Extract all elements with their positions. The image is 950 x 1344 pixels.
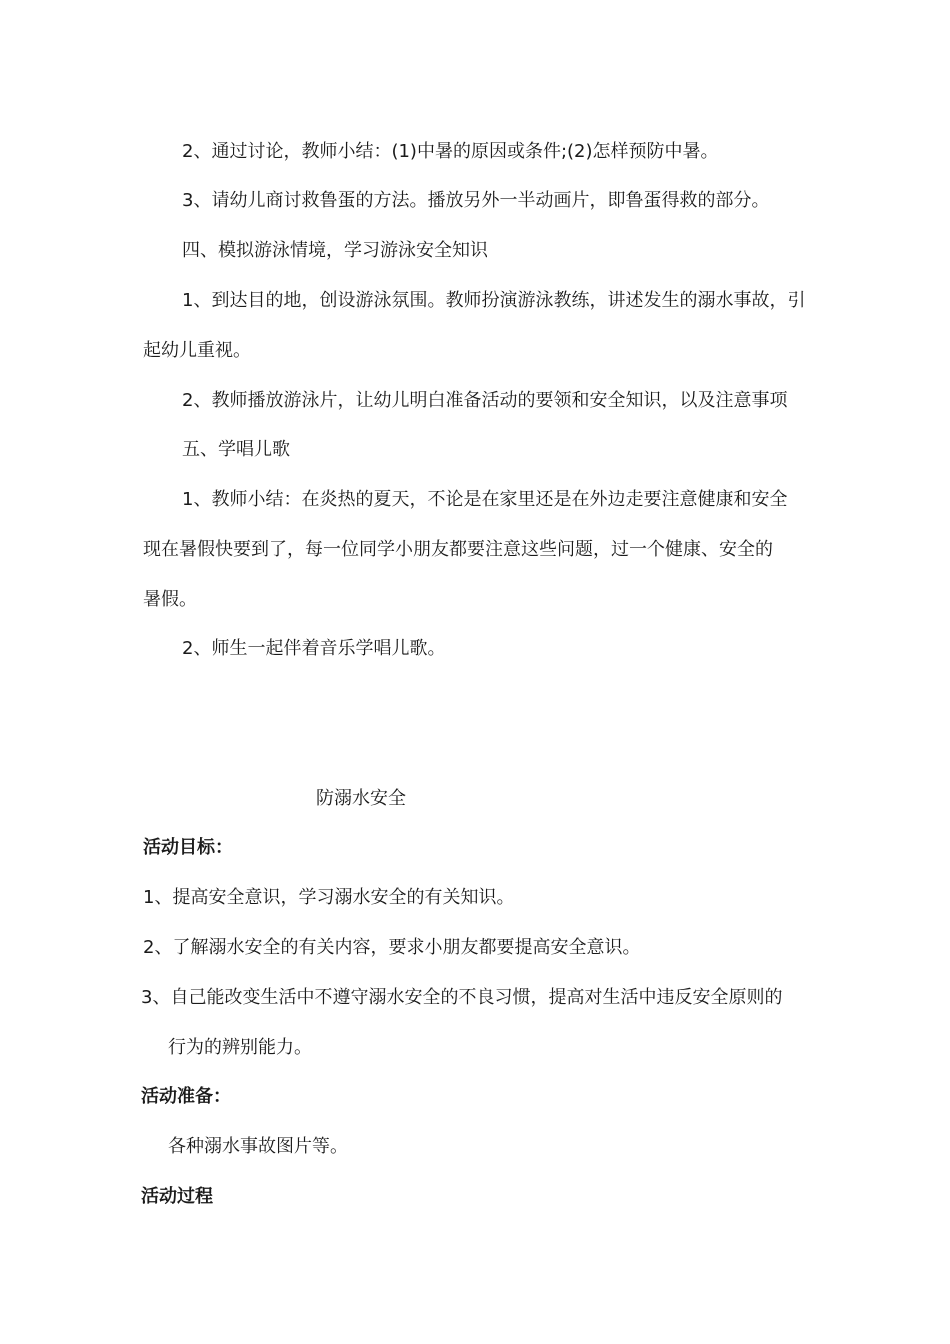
goal-item-2: 2、了解溺水安全的有关内容，要求小朋友都要提高安全意识。	[143, 937, 641, 958]
paragraph-swim-video: 2、教师播放游泳片，让幼儿明白准备活动的要领和安全知识，以及注意事项	[182, 390, 788, 411]
paragraph-swim-scene-line1: 1、到达目的地，创设游泳氛围。教师扮演游泳教练，讲述发生的溺水事故，引	[182, 290, 806, 311]
heading-activity-process: 活动过程	[141, 1186, 213, 1207]
goal-item-1: 1、提高安全意识，学习溺水安全的有关知识。	[143, 887, 515, 908]
paragraph-teacher-summary-line1: 1、教师小结：在炎热的夏天，不论是在家里还是在外边走要注意健康和安全	[182, 489, 788, 510]
goal-item-3-line2: 行为的辨别能力。	[168, 1037, 312, 1058]
paragraph-swim-scene-line2: 起幼儿重视。	[143, 340, 251, 361]
section-heading-song: 五、学唱儿歌	[182, 439, 290, 460]
section-heading-swimming: 四、模拟游泳情境，学习游泳安全知识	[182, 240, 488, 261]
paragraph-rescue-method: 3、请幼儿商讨救鲁蛋的方法。播放另外一半动画片，即鲁蛋得救的部分。	[182, 190, 770, 211]
paragraph-summary-heatstroke: 2、通过讨论，教师小结：(1)中暑的原因或条件;(2)怎样预防中暑。	[182, 141, 719, 162]
goal-item-3-line1: 3、自己能改变生活中不遵守溺水安全的不良习惯，提高对生活中违反安全原则的	[141, 987, 783, 1008]
document-title: 防溺水安全	[316, 788, 406, 809]
heading-activity-goals: 活动目标：	[143, 837, 233, 858]
paragraph-sing-along: 2、师生一起伴着音乐学唱儿歌。	[182, 638, 446, 659]
preparation-text: 各种溺水事故图片等。	[168, 1136, 348, 1157]
heading-activity-preparation: 活动准备：	[141, 1086, 231, 1107]
paragraph-teacher-summary-line3: 暑假。	[143, 589, 197, 610]
paragraph-teacher-summary-line2: 现在暑假快要到了，每一位同学小朋友都要注意这些问题，过一个健康、安全的	[143, 539, 773, 560]
